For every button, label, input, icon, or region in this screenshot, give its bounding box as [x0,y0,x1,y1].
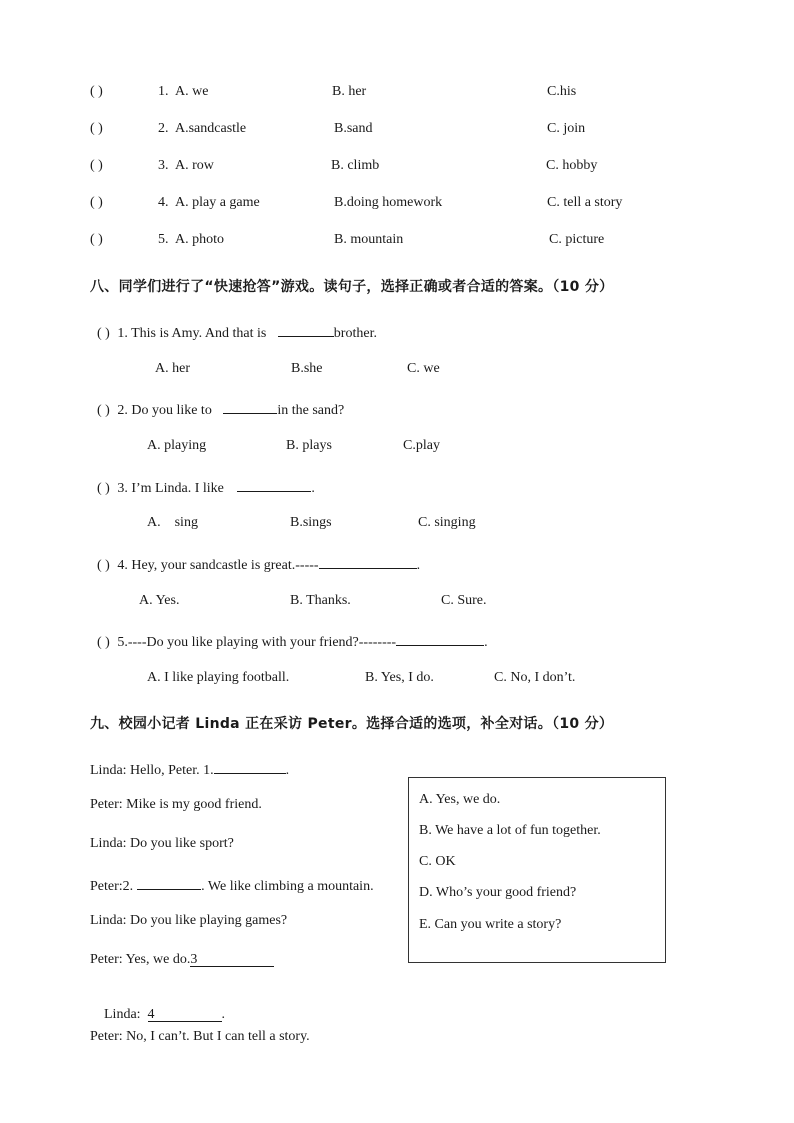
option-b: B.sings [290,515,332,530]
answer-blank[interactable]: 3 [190,952,274,967]
question-text: 3. I’m Linda. I like [117,481,224,496]
answer-blank[interactable]: 4 [148,1007,222,1022]
option-c: C. hobby [546,158,598,173]
question-text: 2. Do you like to [117,403,212,418]
dialogue-line: Linda: Do you like sport? [90,836,234,851]
option-c: C. we [407,361,440,376]
option-b: B. Yes, I do. [365,670,434,685]
option-a: A. row [175,158,214,173]
answer-paren[interactable]: ( ) [97,481,110,496]
dialogue-text-after: . [221,1007,226,1022]
question-number: 2. [158,121,169,136]
answer-paren[interactable]: ( ) [97,326,110,341]
option-a: A. playing [147,438,207,453]
option-item: E. Can you write a story? [419,917,562,932]
dialogue-text-after: . We like climbing a mountain. [201,879,374,894]
answer-blank[interactable] [319,554,417,569]
option-a: A. play a game [175,195,260,210]
question-row [97,477,315,497]
option-c: C. No, I don’t. [494,670,576,685]
question-row [97,399,344,419]
dialogue-text-after: . [285,763,290,778]
options-box [408,777,666,963]
question-text: 1. This is Amy. And that is [117,326,267,341]
option-a: A. Yes. [139,593,180,608]
answer-blank[interactable] [237,477,311,492]
dialogue-line: Peter: Mike is my good friend. [90,797,262,812]
answer-paren[interactable]: ( ) [90,84,103,99]
option-item: A. Yes, we do. [419,792,501,807]
answer-blank[interactable] [214,759,286,774]
question-text: 4. Hey, your sandcastle is great.----- [117,558,319,573]
option-a: A. I like playing football. [147,670,290,685]
option-b: B.she [291,361,323,376]
answer-blank[interactable] [278,322,334,337]
dialogue-line [90,952,274,968]
question-text-after: . [416,558,421,573]
dialogue-text: Linda: [104,1007,148,1022]
option-item: C. OK [419,854,456,869]
question-text-after: . [311,481,315,496]
question-row [97,631,488,651]
question-number: 3. [158,158,169,173]
option-c: C. picture [549,232,605,247]
dialogue-line: Peter: No, I can’t. But I can tell a story. [90,1029,310,1044]
option-c: C.play [403,438,440,453]
dialogue-text: Peter:2. [90,879,134,894]
dialogue-line [90,759,289,779]
answer-paren[interactable]: ( ) [90,232,103,247]
option-b: B.doing homework [334,195,443,210]
option-c: C. Sure. [441,593,487,608]
option-c: C. tell a story [547,195,623,210]
answer-blank[interactable] [223,399,277,414]
question-text-after: brother. [333,326,377,341]
option-c: C. join [547,121,586,136]
answer-paren[interactable]: ( ) [90,121,103,136]
answer-blank[interactable] [396,631,484,646]
option-a: A. we [175,84,209,99]
option-b: B. climb [331,158,380,173]
question-number: 1. [158,84,169,99]
option-a: A.sandcastle [175,121,247,136]
question-text-after: . [484,635,488,650]
option-a: A. sing [147,515,198,530]
answer-paren[interactable]: ( ) [97,403,110,418]
option-b: B. her [332,84,367,99]
answer-blank[interactable] [137,875,201,890]
option-c: C. singing [418,515,476,530]
answer-paren[interactable]: ( ) [90,195,103,210]
question-row [97,554,420,574]
option-b: B. mountain [334,232,404,247]
dialogue-line [90,875,374,895]
option-a: A. photo [175,232,224,247]
option-item: B. We have a lot of fun together. [419,823,601,838]
answer-paren[interactable]: ( ) [97,558,110,573]
option-b: B.sand [334,121,373,136]
question-text-after: in the sand? [277,403,345,418]
answer-paren[interactable]: ( ) [90,158,103,173]
option-b: B. Thanks. [290,593,351,608]
question-number: 4. [158,195,169,210]
option-b: B. plays [286,438,332,453]
option-a: A. her [155,361,190,376]
section-9-heading: 九、校园小记者 Linda 正在采访 Peter。选择合适的选项，补全对话。（10 分） [90,716,614,732]
option-c: C.his [547,84,577,99]
section-8-heading: 八、同学们进行了“快速抢答”游戏。读句子，选择正确或者合适的答案。（10 分） [90,279,614,295]
question-text: 5.----Do you like playing with your friend?-------- [117,635,397,650]
dialogue-text: Linda: Hello, Peter. 1. [90,763,214,778]
option-item: D. Who’s your good friend? [419,885,577,900]
question-row [97,322,377,342]
dialogue-text: Peter: Yes, we do. [90,952,191,967]
dialogue-line: Linda: Do you like playing games? [90,913,288,928]
question-number: 5. [158,232,169,247]
answer-paren[interactable]: ( ) [97,635,110,650]
